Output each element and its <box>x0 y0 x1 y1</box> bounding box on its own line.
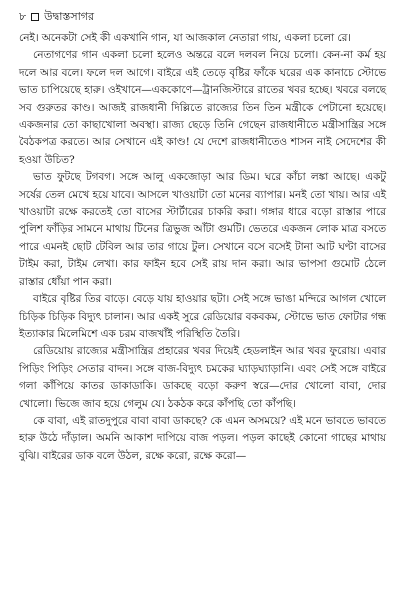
paragraph: রেডিয়োয় রাজ্যের মন্ত্রীসান্ত্রির প্রহারের খবর দিয়েই হেডলাইন আর খবর ফুরোয়। এবার পিড়িং পিড়িং সেতার বাদন। সঙ্গে বাজ-বিদ্যুৎ চমকের ঘ্যাড়ঘ্যাড়ানি। এবং সেই সঙ্গে বাইরে গলা কাঁপিয়ে কাতর ডাকাডাকি। ডাকছে বড়ো করুণ স্বরে—দোর খোলো বাবা, দোর খোলো। ভিজে জাব হয়ে গেলুম যে। ঠকঠক করে কাঁপছি তো কাঁপছি। <box>19 345 386 410</box>
paragraph: কে বাবা, এই রাতদুপুরে বাবা বাবা ডাকছে? কে এমন অসময়ে? এই মনে ভাবতে ভাবতে হারু উঠে দাঁড়াল। অমনি আকাশ দাপিয়ে বাজ পড়ল। পড়ল কাছেই কোনো গাছের মাথায় বুঝি। বাইরের ডাক বলে উঠল, রক্ষে করো, রক্ষে করো— <box>19 414 386 462</box>
running-head <box>19 8 386 25</box>
page-number: ৮ <box>19 10 27 23</box>
body-text <box>19 30 386 465</box>
square-ornament-icon <box>31 13 39 21</box>
book-title: উদ্বাস্তসাগর <box>44 10 95 23</box>
paragraph: ভাত ফুটছে টগবগ। সঙ্গে আলু একজোড়া আর ডিম। ঘরে কাঁচা লঙ্কা আছে। একটু সর্ষের তেল মেখে হয়ে যাবে। আসলে খাওয়াটা তো মনের ব্যাপার। মনই তো খায়। আর এই খাওয়াটা রক্ষে করতেই তো বাসের স্টার্টারের চাকরি করা। গঙ্গার ধারে বড়ো রাস্তার পারে পুলিশ ফাঁড়ির সামনে মাথায় টিনের ত্রিভুজ আঁটা গুমটি। ভেতরে একজন লোক মাত্র বসতে পারে এমনই ছোট টেবিল আর তার গায়ে টুল। সেখানে বসে বসেই টানা আট ঘণ্টা বাসের টাইম করা, টাইম লেখা। কার ফাইন হবে সেই রায় দান করা। আর ভাপসা গুমোট ঠেলে রাস্তার ধোঁয়া পান করা। <box>19 171 386 288</box>
paragraph: বাইরে বৃষ্টির তির বাড়ে। বেড়ে যায় হাওয়ার ছটা। সেই সঙ্গে ভাঙা মন্দিরে আগল খোলে চিড়িক চিড়িক বিদ্যুৎ চালান। আর একই সুরে রেডিয়োর বকবকম, স্টোভে ভাত ফোটার গন্ধ ইত্যাকার মিলেমিশে এক চরম বাজখাঁই পরিস্থিতি তৈরি। <box>19 293 386 340</box>
paragraph: নেই। অনেকটা সেই কী একখানি গান, যা আজকাল নেতারা গায়, একলা চলো রে। <box>19 32 351 44</box>
paragraph: নেতাগণের গান একলা চলো হলেও অন্তরে বলে দলবল নিয়ে চলো। কেন-না কর্ম হয় দলে আর বলে। ফলে দল আগে। বাইরে এই তেড়ে বৃষ্টির ফাঁকে ঘরের এক কানাচে স্টোভে ভাত চাপিয়েছে হারু। ওইখানে—এককোণে—ট্রানজিস্টারে রাতের খবর হচ্ছে। খবরে বলছে সব গুরুতর কাণ্ড। আজই রাজধানী দিল্লিতে রাজ্যের তিন তিন মন্ত্রীকে পেটানো হয়েছে। একজনার তো কাছাখোলা অবস্থা। রাজ্য ছেড়ে তিনি গেছেন রাজধানীতে মন্ত্রীসান্ত্রির সঙ্গে বৈঠকপত্র করতে। আর সেখানে এই কাণ্ড! যে দেশে রাজধানীতেও শাসন নাই সেদেশের কী হওয়া উচিত? <box>19 49 386 166</box>
